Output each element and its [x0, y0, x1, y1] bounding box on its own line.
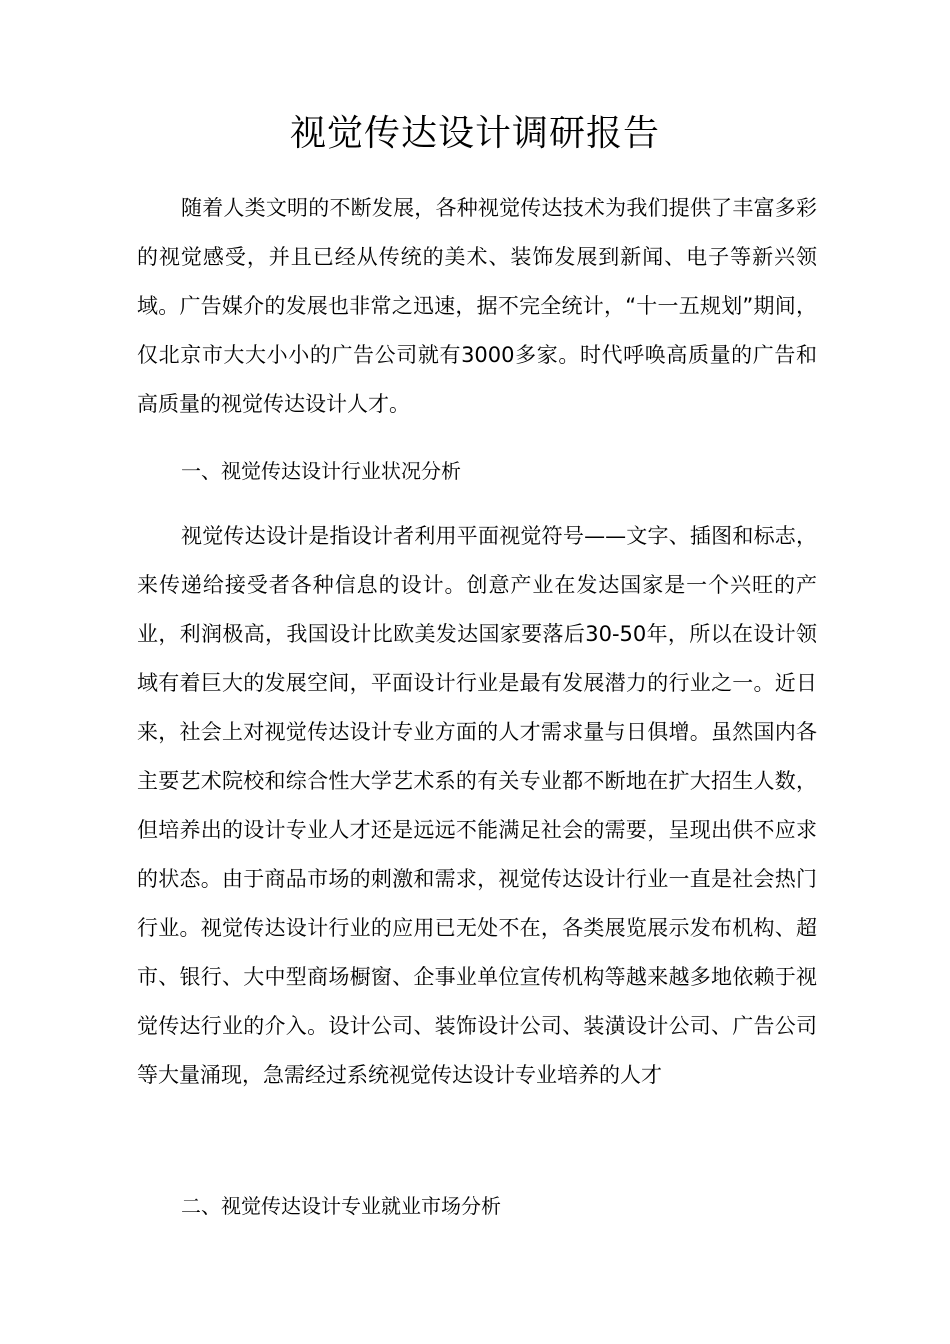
section-heading-job-market-analysis: 二、视觉传达设计专业就业市场分析: [181, 1194, 501, 1218]
page-title: 视觉传达设计调研报告: [289, 113, 660, 154]
intro-paragraph: 随着人类文明的不断发展，各种视觉传达技术为我们提供了丰富多彩的视觉感受，并且已经从传统的美术、装饰发展到新闻、电子等新兴领域。广告媒介的发展也非常之迅速，据不完全统计，“十一五规划”期间，仅北京市大大小小的广告公司就有3000多家。时代呼唤高质量的广告和高质量的视觉传达设计人才。: [137, 196, 817, 416]
section-body-industry-analysis: 视觉传达设计是指设计者利用平面视觉符号——文字、插图和标志，来传递给接受者各种信息的设计。创意产业在发达国家是一个兴旺的产业，利润极高，我国设计比欧美发达国家要落后30-50年，所以在设计领域有着巨大的发展空间，平面设计行业是最有发展潜力的行业之一。近日来，社会上对视觉传达设计专业方面的人才需求量与日俱增。虽然国内各主要艺术院校和综合性大学艺术系的有关专业都不断地在扩大招生人数，但培养出的设计专业人才还是远远不能满足社会的需要，呈现出供不应求的状态。由于商品市场的刺激和需求，视觉传达设计行业一直是社会热门行业。视觉传达设计行业的应用已无处不在，各类展览展示发布机构、超市、银行、大中型商场橱窗、企事业单位宣传机构等越来越多地依赖于视觉传达行业的介入。设计公司、装饰设计公司、装潢设计公司、广告公司等大量涌现，急需经过系统视觉传达设计专业培养的人才: [137, 524, 817, 1087]
section-heading-industry-analysis: 一、视觉传达设计行业状况分析: [181, 459, 461, 483]
